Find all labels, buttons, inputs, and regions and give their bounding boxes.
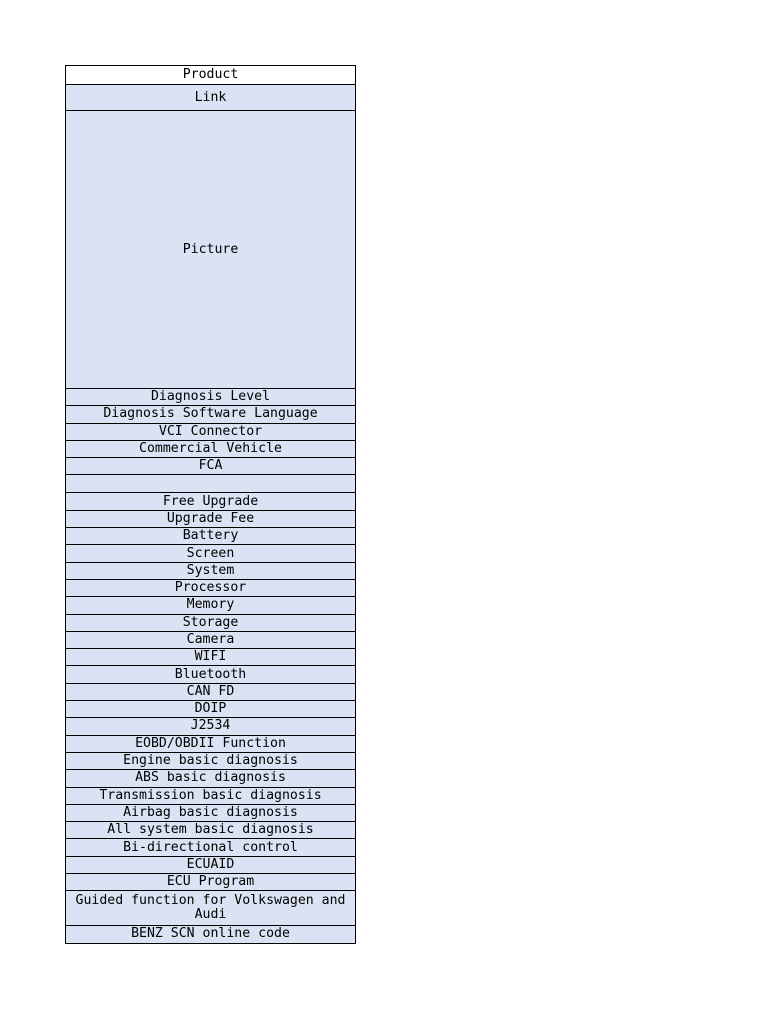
- table-cell: [66, 475, 356, 493]
- table-row: [66, 423, 356, 440]
- table-row: [66, 631, 356, 648]
- table-cell: System: [66, 562, 356, 579]
- table-row: [66, 683, 356, 700]
- table-row: [66, 770, 356, 787]
- picture-cell: Picture: [66, 111, 356, 389]
- table-row: [66, 856, 356, 873]
- table-cell: Camera: [66, 631, 356, 648]
- table-cell: Memory: [66, 597, 356, 614]
- table-cell: Battery: [66, 528, 356, 545]
- table-cell: Bluetooth: [66, 666, 356, 683]
- table-cell: Free Upgrade: [66, 493, 356, 510]
- table-row-header: [66, 66, 356, 85]
- table-cell: Upgrade Fee: [66, 510, 356, 527]
- product-header-cell: Product: [66, 66, 356, 85]
- table-row: [66, 752, 356, 769]
- table-cell: ABS basic diagnosis: [66, 770, 356, 787]
- table-cell: Diagnosis Software Language: [66, 406, 356, 423]
- table-cell: Commercial Vehicle: [66, 440, 356, 457]
- table-row-picture: [66, 111, 356, 389]
- table-cell: ECU Program: [66, 874, 356, 891]
- table-cell: CAN FD: [66, 683, 356, 700]
- table-cell: Screen: [66, 545, 356, 562]
- table-cell: FCA: [66, 458, 356, 475]
- table-row: [66, 458, 356, 475]
- table-cell: Engine basic diagnosis: [66, 752, 356, 769]
- table-cell: Processor: [66, 579, 356, 596]
- table-row: [66, 597, 356, 614]
- table-cell: EOBD/OBDII Function: [66, 735, 356, 752]
- table-row: [66, 787, 356, 804]
- table-cell: Storage: [66, 614, 356, 631]
- table-row: [66, 493, 356, 510]
- table-row: [66, 804, 356, 821]
- table-cell: All system basic diagnosis: [66, 822, 356, 839]
- table-cell: Guided function for Volkswagen and Audi: [66, 891, 356, 926]
- table-row: [66, 389, 356, 406]
- table-cell: Bi-directional control: [66, 839, 356, 856]
- table-row: [66, 701, 356, 718]
- table-row: [66, 510, 356, 527]
- table-row: [66, 718, 356, 735]
- table-row: [66, 545, 356, 562]
- table-row: [66, 874, 356, 891]
- table-row: [66, 579, 356, 596]
- table-row: [66, 528, 356, 545]
- table-row: [66, 649, 356, 666]
- table-row: [66, 614, 356, 631]
- product-comparison-table: [65, 65, 356, 944]
- table-row-link: [66, 85, 356, 111]
- table-cell: WIFI: [66, 649, 356, 666]
- link-cell: Link: [66, 85, 356, 111]
- table-cell: BENZ SCN online code: [66, 926, 356, 943]
- table-row: [66, 735, 356, 752]
- table-row: [66, 926, 356, 943]
- table-cell: DOIP: [66, 701, 356, 718]
- table-row: [66, 822, 356, 839]
- table-body: [66, 66, 356, 944]
- table-row: [66, 475, 356, 493]
- table-cell: J2534: [66, 718, 356, 735]
- table-cell: Transmission basic diagnosis: [66, 787, 356, 804]
- table-cell: ECUAID: [66, 856, 356, 873]
- table-cell: Diagnosis Level: [66, 389, 356, 406]
- table-row: [66, 562, 356, 579]
- table-row: [66, 839, 356, 856]
- table-row: [66, 440, 356, 457]
- table-cell: Airbag basic diagnosis: [66, 804, 356, 821]
- table-cell: VCI Connector: [66, 423, 356, 440]
- table-row: [66, 666, 356, 683]
- table-row: [66, 891, 356, 926]
- table-row: [66, 406, 356, 423]
